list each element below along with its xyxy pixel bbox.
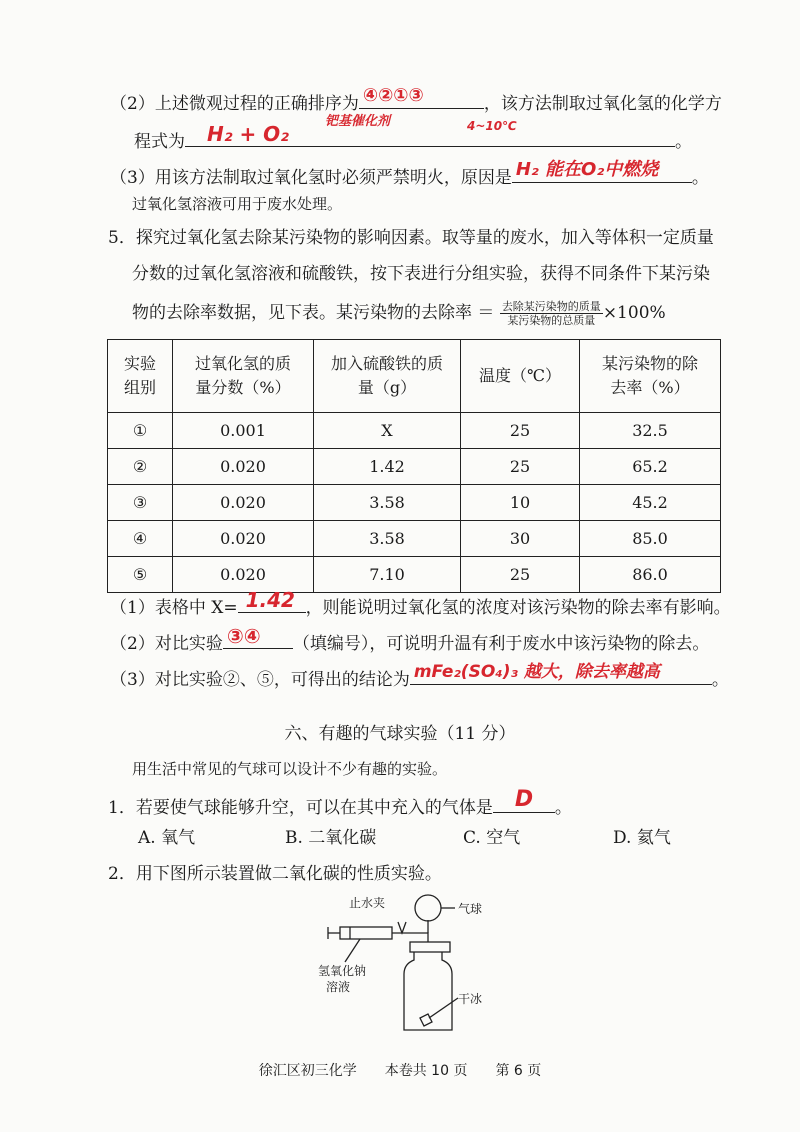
balloon	[415, 895, 441, 921]
experiment-table	[107, 339, 721, 593]
col-header-fe2so43: 加入硫酸铁的质 量（g）	[314, 340, 461, 413]
answer-blank[interactable]	[493, 787, 555, 813]
col-header-h2o2: 过氧化氢的质 量分数（%）	[173, 340, 314, 413]
q6-2: 2．用下图所示装置做二氧化碳的性质实验。	[108, 864, 442, 884]
handwritten-answer: H₂ 能在O₂中燃烧	[515, 159, 659, 180]
note-text: 过氧化氢溶液可用于废水处理。	[132, 195, 343, 213]
col-header-group: 实验 组别	[108, 340, 173, 413]
answer-blank[interactable]	[512, 160, 692, 183]
note-text: 用生活中常见的气球可以设计不少有趣的实验。	[132, 760, 448, 778]
option-c[interactable]: C. 空气	[463, 828, 521, 848]
answer-blank[interactable]	[223, 626, 293, 649]
q5-intro-line2: 分数的过氧化氢溶液和硫酸铁，按下表进行分组实验，获得不同条件下某污染	[132, 264, 710, 284]
handwritten-answer: 1.42	[245, 588, 295, 612]
dry-ice	[420, 1014, 432, 1026]
q4-2-line2: 程式为 H₂ + O₂ 钯基催化剂 4~10℃ 。	[134, 124, 692, 154]
handwritten-answer: ③④	[226, 624, 261, 648]
syringe-body	[340, 927, 392, 939]
answer-blank[interactable]	[410, 662, 712, 685]
handwritten-answer: ④②①③	[362, 85, 424, 106]
label-clamp: 止水夹	[349, 896, 386, 910]
option-b[interactable]: B. 二氧化碳	[285, 828, 377, 848]
table-row: ③ 0.020 3.58 10 45.2	[108, 485, 721, 521]
q5-1: （1）表格中 X= 1.42 ，则能说明过氧化氢的浓度对该污染物的除去率有影响。	[110, 588, 731, 618]
page-footer: 徐汇区初三化学 本卷共 10 页 第 6 页	[258, 1063, 542, 1079]
table-row: ② 0.020 1.42 25 65.2	[108, 449, 721, 485]
label-naoh: 氢氧化钠	[318, 964, 367, 978]
answer-blank[interactable]	[359, 86, 484, 109]
removal-rate-formula: $\frac{\text{去除某污染物的质量}}{\text{某污染物的总质量}}$	[501, 300, 601, 327]
handwritten-equation: H₂ + O₂	[207, 122, 289, 146]
q5-3: （3）对比实验②、⑤，可得出的结论为 mFe₂(SO₄)₃ 越大，除去率越高 。	[110, 662, 729, 690]
section-heading: 六、有趣的气球实验（11 分）	[284, 724, 516, 744]
col-header-rate: 某污染物的除 去率（%）	[580, 340, 721, 413]
option-a[interactable]: A. 氧气	[138, 828, 196, 848]
q5-intro-line3: 物的去除率数据，见下表。某污染物的去除率 ＝ $\frac{\text{去除某污染物的质量}}{\text{某污染物的总质量}}$ ×100%	[132, 300, 666, 327]
q5-2: （2）对比实验 ③④ （填编号），可说明升温有利于废水中该污染物的除去。	[110, 624, 710, 654]
label-dry-ice: 干冰	[458, 992, 483, 1006]
label-naoh-2: 溶液	[326, 980, 351, 994]
q4-3: （3）用该方法制取过氧化氢时必须严禁明火，原因是 H₂ 能在O₂中燃烧 。	[110, 159, 709, 188]
q4-2-line1: （2）上述微观过程的正确排序为 ④②①③ ，该方法制取过氧化氢的化学方	[110, 85, 722, 114]
clamp-icon	[398, 922, 406, 933]
option-d[interactable]: D. 氦气	[613, 828, 671, 848]
table-row: ① 0.001 X 25 32.5	[108, 413, 721, 449]
table-header-row	[108, 340, 721, 413]
handwritten-answer: mFe₂(SO₄)₃ 越大，除去率越高	[413, 662, 660, 682]
q6-1: 1．若要使气球能够升空，可以在其中充入的气体是 D 。	[108, 787, 572, 818]
table-row: ④ 0.020 3.58 30 85.0	[108, 521, 721, 557]
equation-blank[interactable]	[185, 114, 675, 147]
answer-blank[interactable]	[238, 590, 306, 613]
bottle	[404, 952, 452, 1030]
handwritten-condition: 4~10℃	[467, 119, 517, 133]
col-header-temp: 温度（℃）	[461, 340, 580, 413]
q5-intro-line1: 5．探究过氧化氢去除某污染物的影响因素。取等量的废水，加入等体积一定质量	[108, 228, 714, 248]
stopper	[410, 942, 450, 952]
handwritten-answer: D	[514, 787, 534, 812]
label-balloon: 气球	[458, 902, 483, 916]
table-row: ⑤ 0.020 7.10 25 86.0	[108, 557, 721, 593]
handwritten-catalyst: 钯基催化剂	[325, 114, 391, 129]
